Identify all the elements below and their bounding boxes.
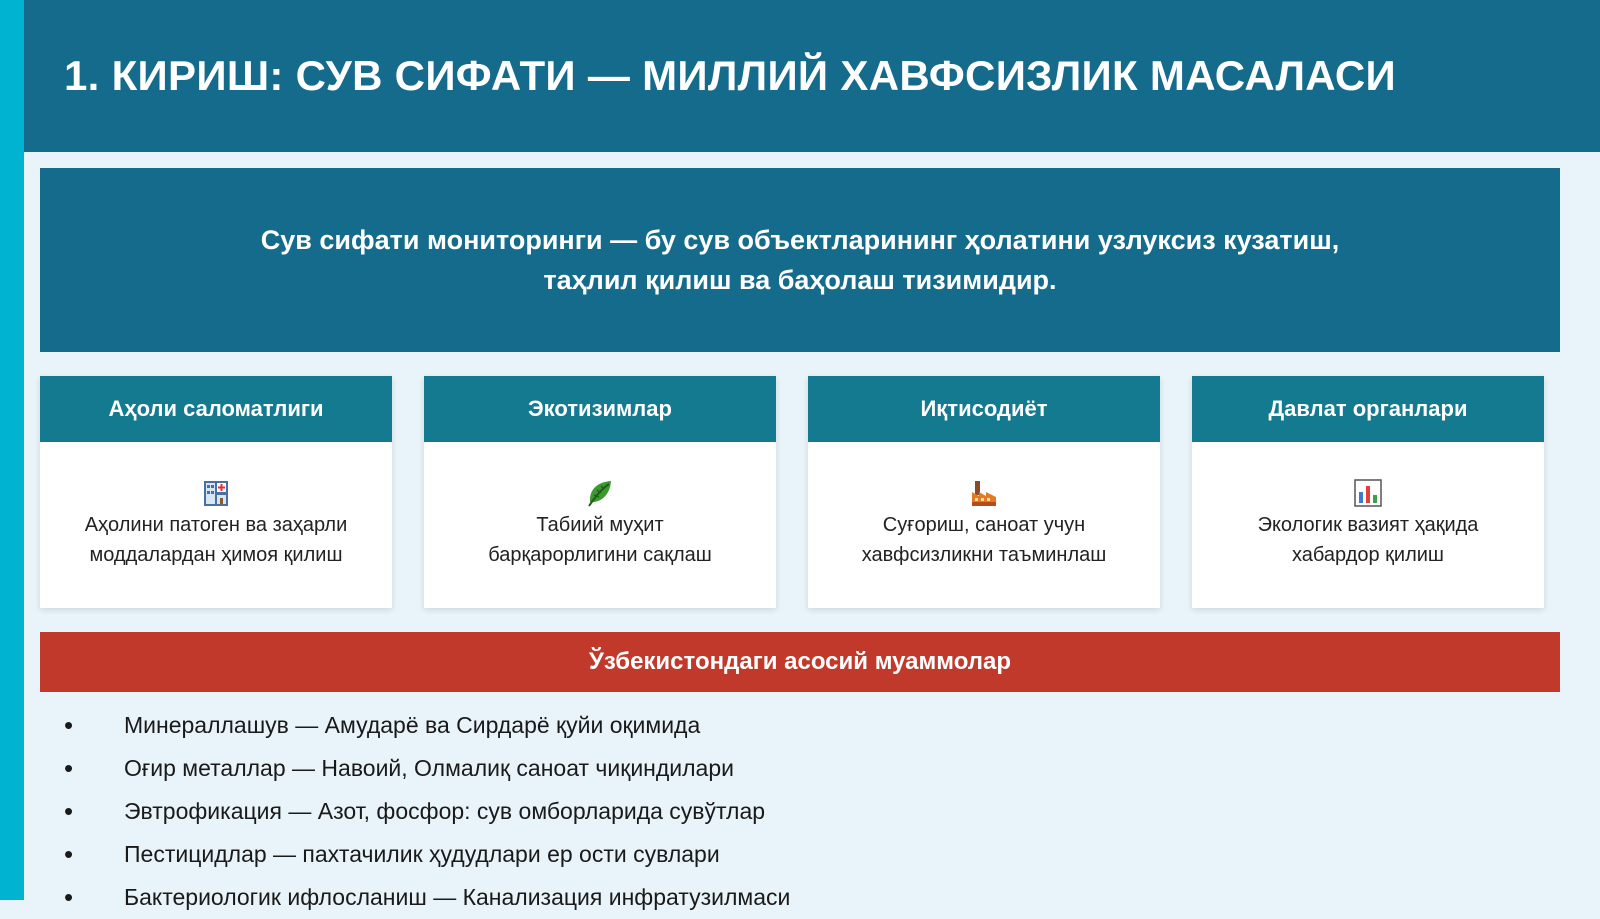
list-item: • Эвтрофикация — Азот, фосфор: сув омборларида сувўтлар (64, 790, 1514, 833)
list-item: • Оғир металлар — Навоий, Олмалиқ саноат чиқиндилари (64, 747, 1514, 790)
problems-list (64, 704, 1514, 919)
left-accent-bar (0, 0, 24, 900)
card-description (1223, 510, 1513, 570)
list-item: • Бактериологик ифлосланиш — Канализация инфратузилмаси (64, 876, 1514, 919)
card-description-line-1: Табиий муҳит (536, 514, 664, 536)
card-title: Давлат органлари (1192, 376, 1544, 442)
card-title: Экотизимлар (424, 376, 776, 442)
card-population-health (40, 376, 392, 608)
card-description (71, 510, 361, 570)
card-description-line-1: Аҳолини патоген ва заҳарли (84, 514, 348, 536)
intro-text (261, 220, 1339, 300)
intro-line-2: таҳлил қилиш ва баҳолаш тизимидир. (543, 265, 1057, 295)
hospital-icon (201, 478, 231, 508)
factory-icon (969, 478, 999, 508)
card-description-line-1: Суғориш, саноат учун (882, 514, 1086, 536)
slide-title: 1. КИРИШ: СУВ СИФАТИ — МИЛЛИЙ ХАВФСИЗЛИК МАСАЛАСИ (64, 52, 1396, 99)
card-description-line-2: барқарорлигини сақлаш (488, 544, 712, 566)
leaf-icon (585, 478, 615, 508)
card-title: Иқтисодиёт (808, 376, 1160, 442)
card-description-line-2: хабардор қилиш (1292, 544, 1444, 566)
problems-heading: Ўзбекистондаги асосий муаммолар (40, 632, 1560, 692)
card-description (839, 510, 1129, 570)
list-item: • Пестицидлар — пахтачилик ҳудудлари ер ости сувлари (64, 833, 1514, 876)
cards-row (40, 376, 1560, 608)
card-title: Аҳоли саломатлиги (40, 376, 392, 442)
intro-line-1: Сув сифати мониторинги — бу сув объектларининг ҳолатини узлуксиз кузатиш, (260, 225, 1340, 255)
card-economy (808, 376, 1160, 608)
bar-chart-icon (1353, 478, 1383, 508)
slide-header (24, 0, 1600, 152)
intro-box (40, 168, 1560, 352)
card-description (455, 510, 745, 570)
card-description-line-2: хавфсизликни таъминлаш (861, 544, 1107, 566)
card-ecosystems (424, 376, 776, 608)
card-government (1192, 376, 1544, 608)
card-description-line-1: Экологик вазият ҳақида (1257, 514, 1479, 536)
list-item: • Минераллашув — Амударё ва Сирдарё қуйи оқимида (64, 704, 1514, 747)
card-description-line-2: моддалардан ҳимоя қилиш (89, 544, 343, 566)
